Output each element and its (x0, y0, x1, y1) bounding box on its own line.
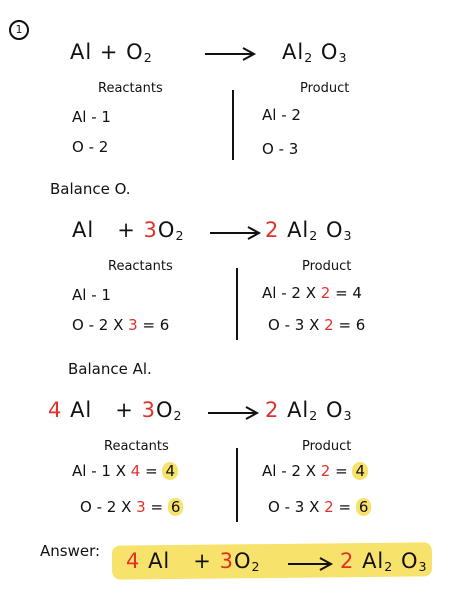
product-heading: Product (300, 81, 350, 96)
reactant-al-count: Al - 1 (72, 108, 111, 126)
product-o-calc: O - 3 X 2 = 6 (268, 316, 366, 334)
reactants-heading: Reactants (108, 259, 173, 274)
product-o-calc: O - 3 X 2 = 6 (268, 500, 371, 515)
equation-3-product: 2 $Al_2$ $O_3$ (265, 398, 353, 423)
reactants-heading: Reactants (104, 439, 169, 454)
divider (232, 90, 234, 160)
reactant-o-calc: O - 2 X 3 = 6 (80, 500, 183, 515)
reaction-arrow-icon (205, 46, 257, 62)
highlighted-total: 4 (352, 462, 368, 480)
product-al-calc: Al - 2 X 2 = 4 (262, 464, 368, 479)
equation-2-product: 2 $Al_2$ $O_3$ (265, 218, 353, 243)
highlighted-total: 6 (168, 498, 184, 516)
highlighted-total: 4 (162, 462, 178, 480)
equation-2-reactants: Al + $3O_2$ (72, 218, 185, 243)
highlighted-total: 6 (356, 498, 372, 516)
reaction-arrow-icon (288, 556, 334, 572)
product-heading: Product (302, 439, 352, 454)
answer-reactants: 4 Al + $3O_2$ (126, 549, 261, 574)
divider (236, 448, 238, 522)
step-heading-balance-o: Balance O. (50, 180, 131, 198)
product-al-calc: Al - 2 X 2 = 4 (262, 284, 362, 302)
equation-1-product: $Al_2$ $O_3$ (282, 40, 348, 65)
reactant-o-count: O - 2 (72, 138, 109, 156)
equation-1-reactants: $Al + O_2$ (70, 40, 153, 65)
step-heading-balance-al: Balance Al. (68, 360, 152, 378)
product-heading: Product (302, 259, 352, 274)
product-o-count: O - 3 (262, 140, 299, 158)
reactants-heading: Reactants (98, 81, 163, 96)
reactant-al-count: Al - 1 (72, 286, 111, 304)
reactant-al-calc: Al - 1 X 4 = 4 (72, 464, 178, 479)
reactant-o-calc: O - 2 X 3 = 6 (72, 316, 170, 334)
reaction-arrow-icon (210, 225, 262, 241)
product-al-count: Al - 2 (262, 106, 301, 124)
reaction-arrow-icon (208, 405, 260, 421)
divider (236, 268, 238, 340)
answer-label: Answer: (40, 542, 101, 560)
answer-product: 2 $Al_2$ $O_3$ (340, 549, 428, 574)
equation-3-reactants: 4 Al + $3O_2$ (48, 398, 183, 423)
problem-number: 1 (9, 20, 29, 40)
